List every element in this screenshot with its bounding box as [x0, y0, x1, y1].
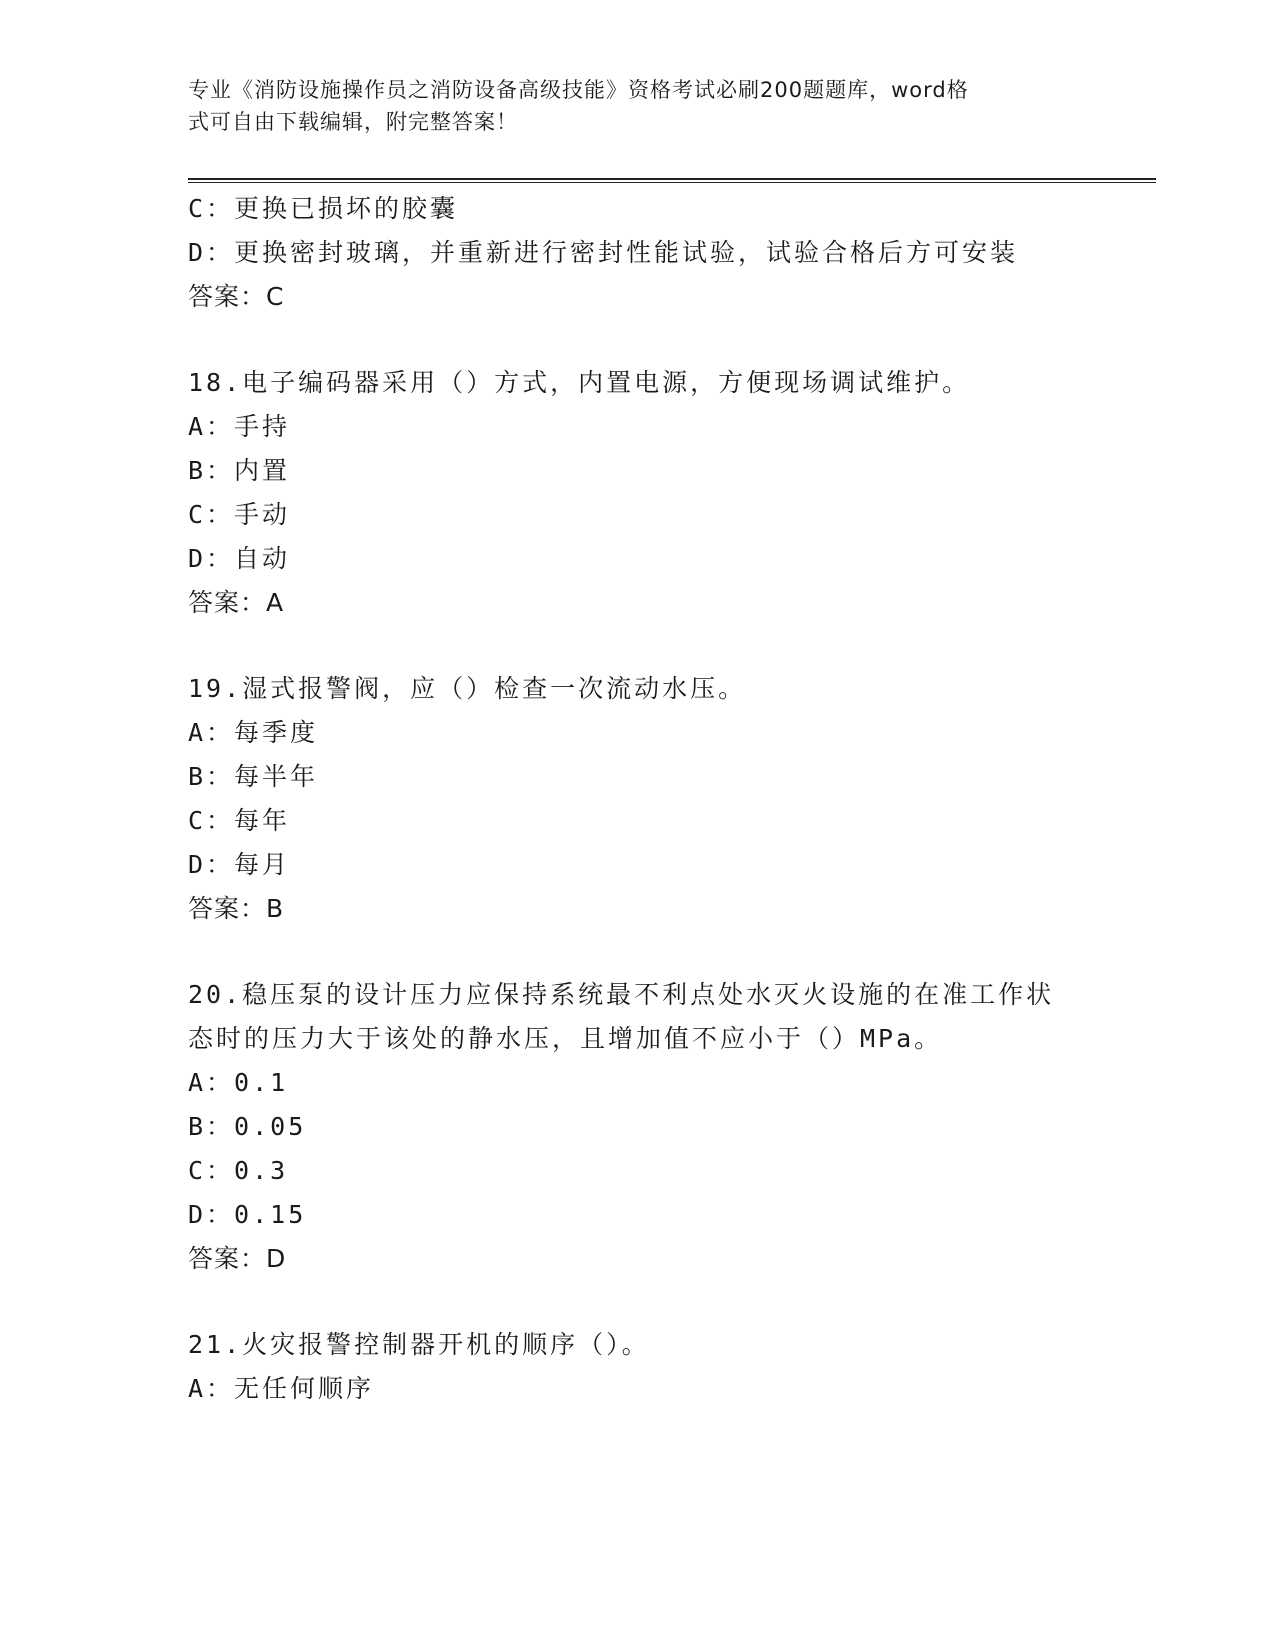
- q20-stem-line-2: 态时的压力大于该处的静水压，且增加值不应小于（）MPa。: [188, 1024, 943, 1053]
- q18-option-a: A：手持: [188, 412, 291, 441]
- q19-option-a: A：每季度: [188, 718, 319, 747]
- q17-option-d: D：更换密封玻璃，并重新进行密封性能试验，试验合格后方可安装: [188, 238, 1019, 267]
- q21-option-a: A：无任何顺序: [188, 1374, 375, 1403]
- q19-option-c: C：每年: [188, 806, 291, 835]
- q19-option-b: B：每半年: [188, 762, 319, 791]
- q18-option-b: B：内置: [188, 456, 291, 485]
- q18-stem: 18.电子编码器采用（）方式，内置电源，方便现场调试维护。: [188, 368, 971, 397]
- q20-stem-line-1: 20.稳压泵的设计压力应保持系统最不利点处水灭火设施的在准工作状: [188, 980, 1055, 1009]
- q17-option-c: C：更换已损坏的胶囊: [188, 194, 459, 223]
- q18-option-c: C：手动: [188, 500, 291, 529]
- header-line-1: 专业《消防设施操作员之消防设备高级技能》资格考试必刷200题题库，word格: [188, 78, 969, 102]
- header-divider: [188, 178, 1156, 183]
- q19-option-d: D：每月: [188, 850, 291, 879]
- q20-option-b: B：0.05: [188, 1112, 307, 1141]
- q18-option-d: D：自动: [188, 544, 291, 573]
- q17-answer: 答案：C: [188, 282, 285, 311]
- q20-option-c: C：0.3: [188, 1156, 289, 1185]
- q19-answer: 答案：B: [188, 894, 285, 923]
- q18-answer: 答案：A: [188, 588, 285, 617]
- q20-option-a: A：0.1: [188, 1068, 289, 1097]
- q21-stem: 21.火灾报警控制器开机的顺序（）。: [188, 1330, 650, 1359]
- q19-stem: 19.湿式报警阀，应（）检查一次流动水压。: [188, 674, 747, 703]
- document-header: [188, 74, 1068, 138]
- q20-option-d: D：0.15: [188, 1200, 307, 1229]
- q20-answer: 答案：D: [188, 1244, 287, 1273]
- header-line-2: 式可自由下载编辑，附完整答案！: [188, 110, 518, 134]
